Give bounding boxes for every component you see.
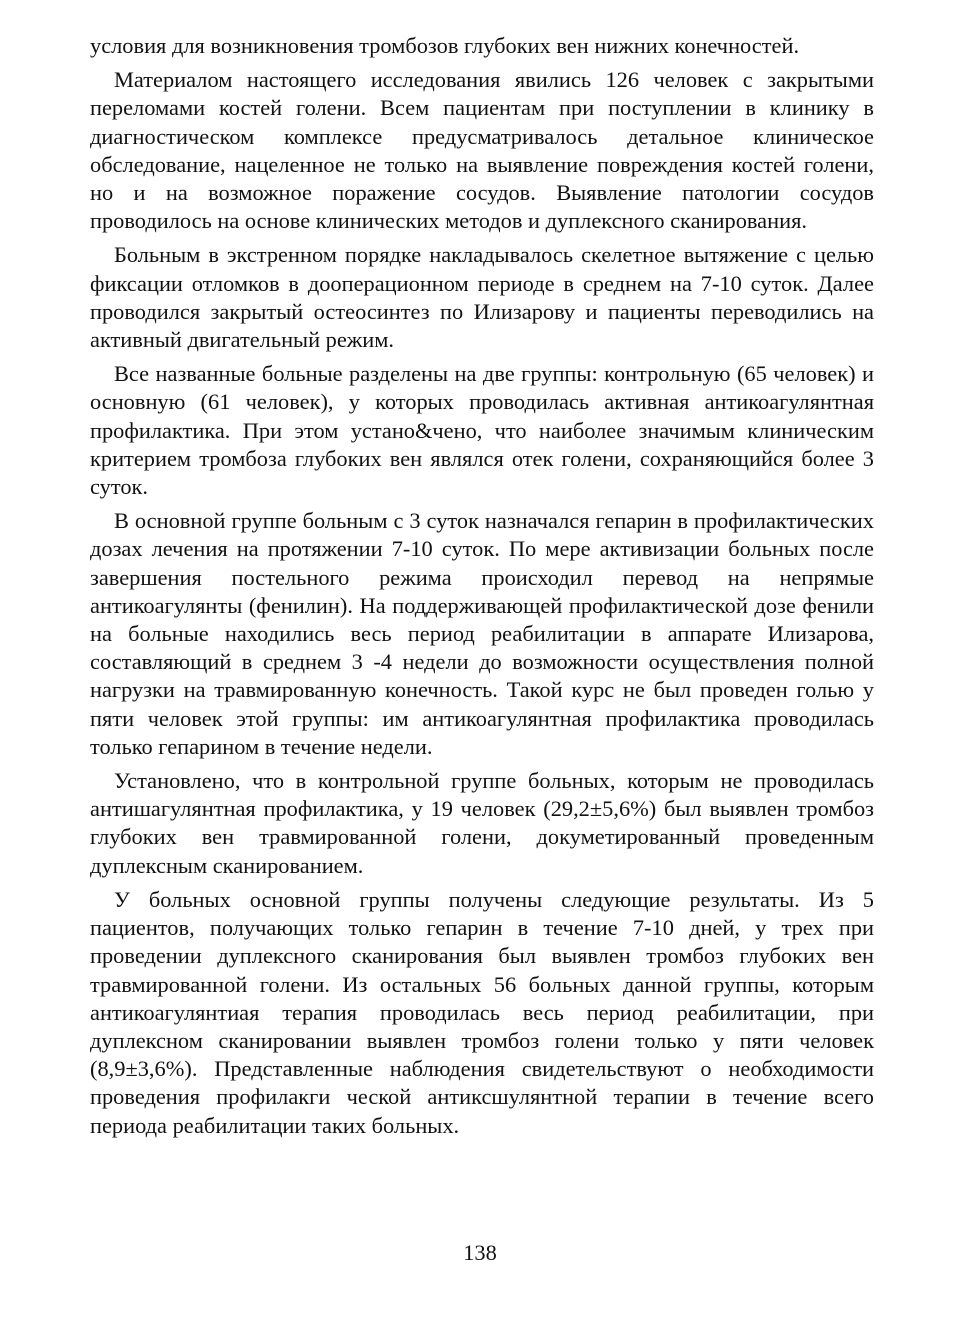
paragraph-main-results: У больных основной группы получены следующие результаты. Из 5 пациентов, получающих только гепарин в течение 7-10 дней, у трех при проведении дуплексного сканирования был выявлен тромбоз глубоких вен травмированной голени. Из остальных 56 больных данной группы, которым антикоагулянтиая терапия проводилась весь период реабилитации, при дуплексном сканировании выявлен тромбоз голени только у пяти человек (8,9±3,6%). Представленные наблюдения свидетельствуют о необходимости проведения профилакги ческой антиксшулянтной терапии в течение всего периода реабилитации таких больных.: [90, 886, 874, 1138]
page-number: 138: [463, 1240, 497, 1265]
paragraph-groups: Все названные больные разделены на две группы: контрольную (65 человек) и основную (61 человек), у которых проводилась активная антикоагулянтная профилактика. При этом устано&чено, что наиболее значимым клиническим критерием тромбоза глубоких вен являлся отек голени, сохраняющийся более 3 суток.: [90, 361, 874, 500]
paragraph-material: Материалом настоящего исследования явились 126 человек с закрытыми переломами костей голени. Всем пациентам при поступлении в клинику в диагностическом комплексе предусматривалось детальное клиническое обследование, нацеленное не только на выявление повреждения костей голени, но и на возможное поражение сосудов. Выявление патологии сосудов проводилось на основе клинических методов и дуплексного сканирования.: [90, 67, 874, 234]
paragraph-traction: Больным в экстренном порядке накладывалось скелетное вытяжение с целью фиксации отломков в дооперационном периоде в среднем на 7-10 суток. Далее проводился закрытый остеосинтез по Илизарову и пациенты переводились на активный двигательный режим.: [90, 242, 874, 353]
paragraph-continued: условия для возникновения тромбозов глубоких вен нижних конечностей.: [90, 33, 800, 58]
page-body: [90, 32, 874, 1146]
paragraph-main-group: В основной группе больным с 3 суток назначался гепарин в профилактических дозах лечения на протяжении 7-10 суток. По мере активизации больных после завершения постельного режима происходил перевод на непрямые антикоагулянты (фенилин). На поддерживающей профилактической дозе фенили на больные находились весь период реабилитации в аппарате Илизарова, составляющий в среднем 3 -4 недели до возможности осуществления полной нагрузки на травмированную конечность. Такой курс не был проведен голью у пяти человек этой группы: им антикоагулянтная профилактика проводилась только гепарином в течение недели.: [90, 508, 874, 759]
paragraph-control-results: Установлено, что в контрольной группе больных, которым не проводилась антишагулянтная профилактика, у 19 человек (29,2±5,6%) был выявлен тромбоз глубоких вен травмированной голени, докуметированный проведенным дуплексным сканированием.: [90, 768, 874, 878]
